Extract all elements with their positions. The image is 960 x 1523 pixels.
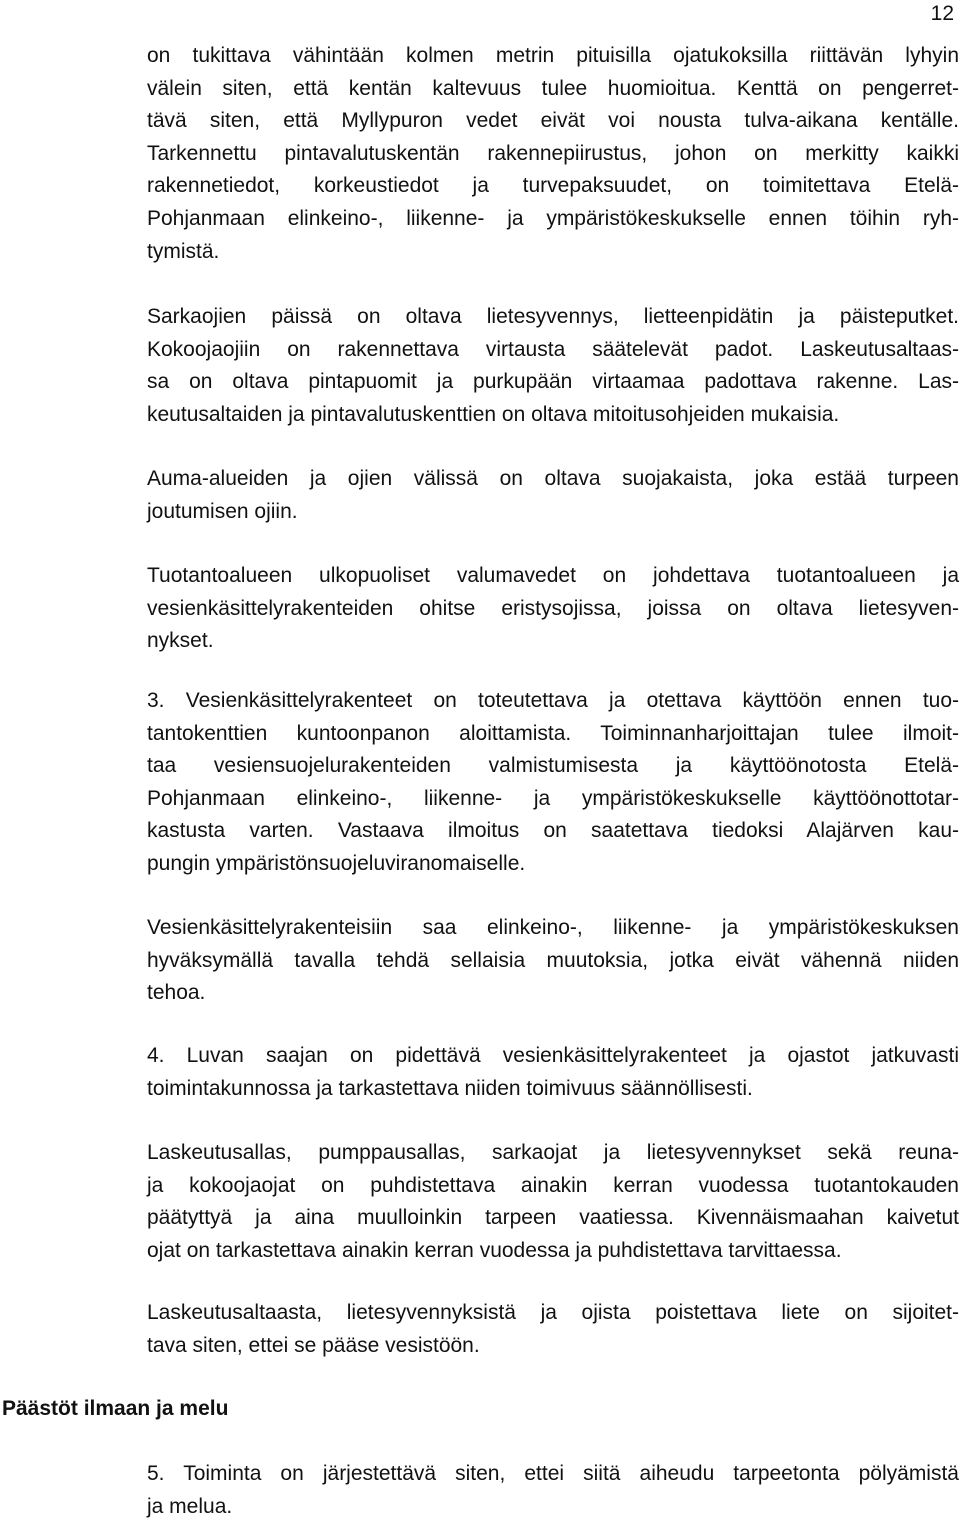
section-heading: Päästöt ilmaan ja melu bbox=[2, 1397, 229, 1420]
text-line: Sarkaojien päissä on oltava lietesyvennys, lietteenpidätin ja päisteputket. bbox=[147, 305, 959, 328]
text-line: kastusta varten. Vastaava ilmoitus on saatettava tiedoksi Alajärven kau- bbox=[147, 819, 959, 843]
text-line: toimintakunnossa ja tarkastettava niiden toimivuus säännöllisesti. bbox=[147, 1076, 753, 1100]
text-line: Laskeutusaltaasta, lietesyvennyksistä ja ojista poistettava liete on sijoitet- bbox=[147, 1301, 959, 1324]
paragraph-condition-5 bbox=[147, 1458, 959, 1523]
text-line: Laskeutusallas, pumppausallas, sarkaojat ja lietesyvennykset sekä reuna- bbox=[147, 1141, 959, 1164]
text-line: hyväksymällä tavalla tehdä sellaisia muutoksia, jotka eivät vähennä niiden bbox=[147, 948, 959, 972]
paragraph-sludge-placement bbox=[147, 1297, 959, 1362]
text-line: rakennetiedot, korkeustiedot ja turvepaksuudet, on toimitettava Etelä- bbox=[147, 174, 959, 198]
text-line: päätyttyä ja aina muulloinkin tarpeen vaatiessa. Kivennäismaahan kaivetut bbox=[147, 1206, 959, 1230]
text-line: 4. Luvan saajan on pidettävä vesienkäsittelyrakenteet ja ojastot jatkuvasti bbox=[147, 1044, 959, 1067]
text-line: 3. Vesienkäsittelyrakenteet on toteutettava ja otettava käyttöön ennen tuo- bbox=[147, 689, 959, 712]
text-line: keutusaltaiden ja pintavalutuskenttien on oltava mitoitusohjeiden mukaisia. bbox=[147, 402, 840, 426]
text-line: taa vesiensuojelurakenteiden valmistumisesta ja käyttöönotosta Etelä- bbox=[147, 754, 959, 778]
paragraph-buffer-strip bbox=[147, 463, 959, 528]
text-line: tantokenttien kuntoonpanon aloittamista. Toiminnanharjoittajan tulee ilmoit- bbox=[147, 721, 959, 745]
text-line: Tuotantoalueen ulkopuoliset valumavedet on johdettava tuotantoalueen ja bbox=[147, 564, 959, 587]
text-line: tehoa. bbox=[147, 981, 206, 1005]
text-line: ja kokoojaojat on puhdistettava ainakin kerran vuodessa tuotantokauden bbox=[147, 1173, 959, 1197]
text-line: 5. Toiminta on järjestettävä siten, ettei siitä aiheudu tarpeetonta pölyämistä bbox=[147, 1462, 959, 1485]
text-line: nykset. bbox=[147, 629, 214, 653]
paragraph-cleaning bbox=[147, 1137, 959, 1267]
text-line: vesienkäsittelyrakenteiden ohitse eristysojissa, joissa on oltava lietesyven- bbox=[147, 596, 959, 620]
paragraph-drainage-blocking bbox=[147, 40, 959, 268]
text-line: tymistä. bbox=[147, 239, 220, 263]
text-line: sa on oltava pintapuomit ja purkupään virtaamaa padottava rakenne. Las- bbox=[147, 370, 959, 394]
text-line: tävä siten, että Myllypuron vedet eivät voi nousta tulva-aikana kentälle. bbox=[147, 109, 959, 133]
text-line: Kokoojaojiin on rakennettava virtausta säätelevät padot. Laskeutusaltaas- bbox=[147, 337, 959, 361]
text-line: on tukittava vähintään kolmen metrin pituisilla ojatukoksilla riittävän lyhyin bbox=[147, 44, 959, 67]
text-line: ja melua. bbox=[147, 1494, 233, 1518]
paragraph-condition-4 bbox=[147, 1040, 959, 1105]
text-line: ojat on tarkastettava ainakin kerran vuodessa ja puhdistettava tarvittaessa. bbox=[147, 1238, 842, 1262]
text-line: joutumisen ojiin. bbox=[147, 499, 298, 523]
text-line: Tarkennettu pintavalutuskentän rakennepiirustus, johon on merkitty kaikki bbox=[147, 141, 959, 165]
text-line: välein siten, että kentän kaltevuus tulee huomioitua. Kenttä on pengerret- bbox=[147, 76, 959, 100]
text-line: Pohjanmaan elinkeino-, liikenne- ja ympäristökeskukselle käyttöönottotar- bbox=[147, 786, 959, 810]
paragraph-condition-3 bbox=[147, 685, 959, 881]
paragraph-structure-changes bbox=[147, 912, 959, 1010]
text-line: Auma-alueiden ja ojien välissä on oltava suojakaista, joka estää turpeen bbox=[147, 467, 959, 490]
paragraph-runoff-diversion bbox=[147, 560, 959, 658]
text-line: Vesienkäsittelyrakenteisiin saa elinkeino-, liikenne- ja ympäristökeskuksen bbox=[147, 916, 959, 939]
text-line: pungin ympäristönsuojeluviranomaiselle. bbox=[147, 851, 526, 875]
text-line: Pohjanmaan elinkeino-, liikenne- ja ympäristökeskukselle ennen töihin ryh- bbox=[147, 206, 959, 230]
page-number: 12 bbox=[930, 2, 954, 25]
text-line: tava siten, ettei se pääse vesistöön. bbox=[147, 1333, 480, 1357]
paragraph-sediment-structures bbox=[147, 301, 959, 431]
